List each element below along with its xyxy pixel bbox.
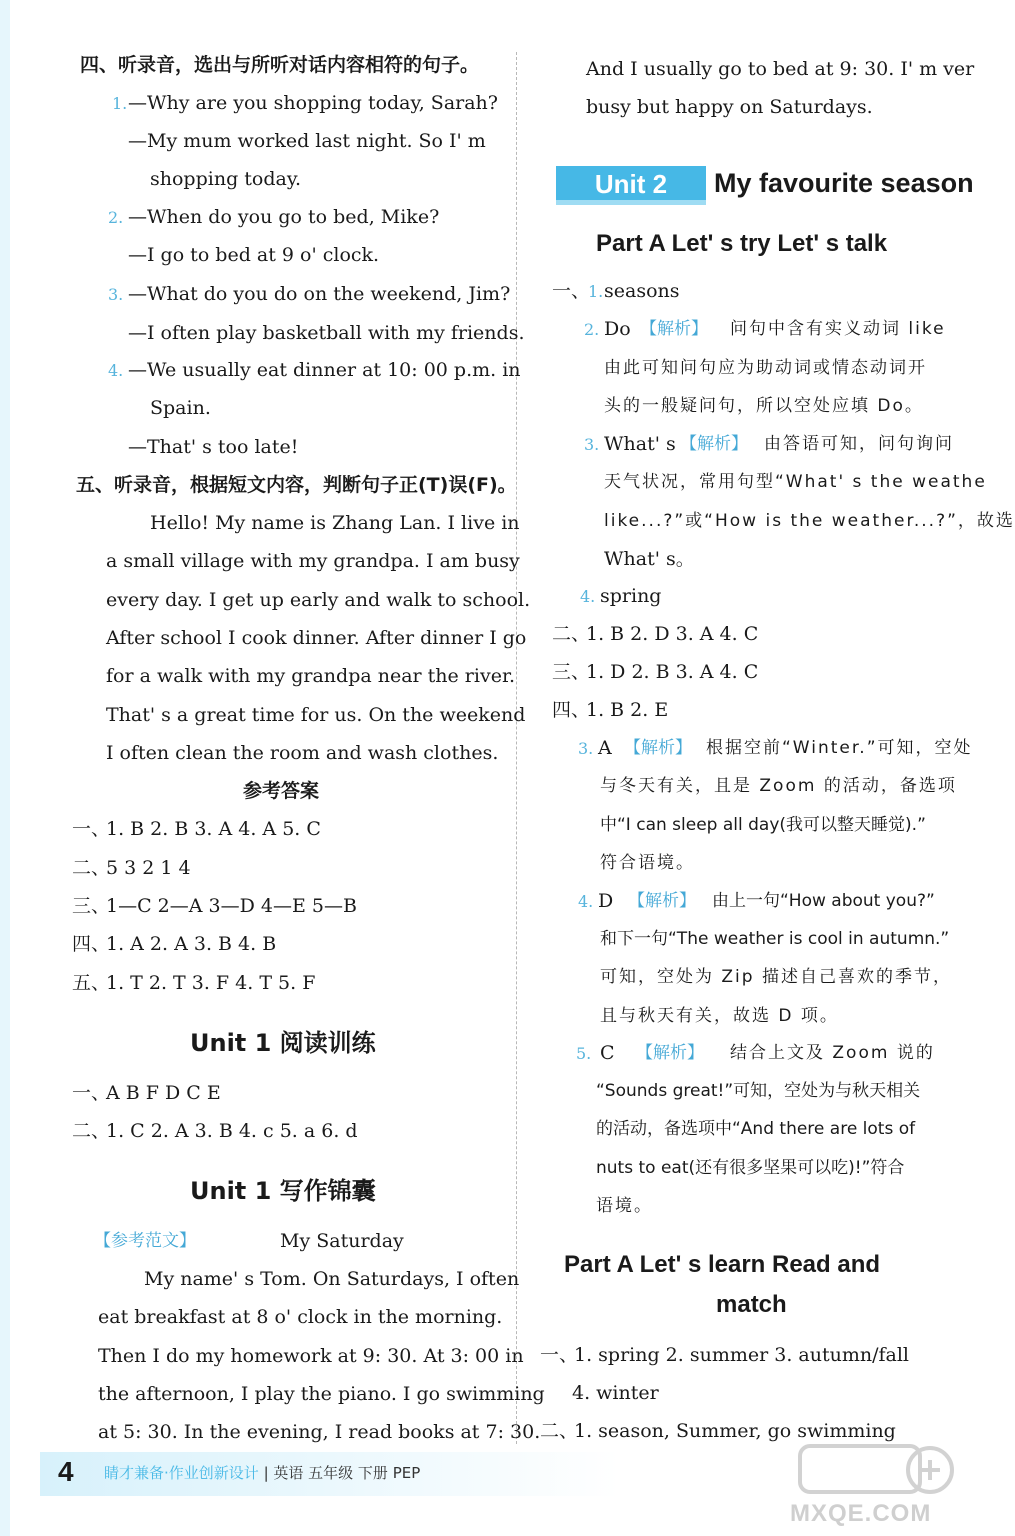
- dialogue-line: —I go to bed at 9 o' clock.: [128, 244, 380, 266]
- answer-text: 1. B 2. D 3. A 4. C: [586, 623, 759, 645]
- dialogue-line: —When do you go to bed, Mike?: [128, 206, 440, 228]
- answer-text: 4. winter: [572, 1382, 659, 1404]
- answer-text: 5 3 2 1 4: [106, 857, 191, 879]
- answer-text: What' s: [604, 433, 676, 455]
- answer-text: 1. A 2. A 3. B 4. B: [106, 933, 277, 955]
- essay-line: eat breakfast at 8 o' clock in the morning.: [98, 1306, 503, 1328]
- answer-label: 四、: [72, 933, 111, 955]
- answer-label: 二、: [72, 1120, 111, 1142]
- essay-title: My Saturday: [280, 1230, 404, 1252]
- analysis-label: 【解析】: [640, 319, 708, 339]
- analysis-text: 可知，空处为 Zip 描述自己喜欢的季节，: [600, 967, 952, 987]
- page-number: 4: [58, 1456, 74, 1487]
- answer-label: 一、: [72, 818, 111, 840]
- unit-badge-strip: [556, 200, 706, 205]
- essay-line: the afternoon, I play the piano. I go swimming: [98, 1383, 545, 1405]
- dialogue-line: —My mum worked last night. So I' m: [128, 130, 486, 152]
- reference-essay-label: 【参考范文】: [94, 1231, 196, 1251]
- essay-line: And I usually go to bed at 9: 30. I' m ver: [586, 58, 975, 80]
- answer-label: 二、: [552, 623, 591, 645]
- essay-line: at 5: 30. In the evening, I read books at 7: 30.: [98, 1421, 541, 1443]
- analysis-text: like...?”或“How is the weather...?”，故选: [604, 511, 1015, 531]
- answer-label: 五、: [72, 972, 111, 994]
- analysis-text: nuts to eat(还有很多坚果可以吃)!”符合: [596, 1158, 905, 1178]
- answer-text: A: [598, 737, 612, 759]
- analysis-label: 【解析】: [636, 1043, 704, 1063]
- answer-text: seasons: [604, 280, 680, 302]
- item-number: 4.: [580, 587, 596, 606]
- answer-label: 三、: [552, 661, 591, 683]
- item-number: 4.: [108, 361, 124, 380]
- analysis-text: 头的一般疑问句，所以空处应填 Do。: [604, 396, 924, 416]
- passage-line: That' s a great time for us. On the weekend: [106, 704, 526, 726]
- footer-brand: 睛才兼备·作业创新设计: [104, 1464, 259, 1482]
- section-5-title: 五、听录音，根据短文内容，判断句子正(T)误(F)。: [76, 474, 517, 496]
- answer-text: D: [598, 890, 614, 912]
- unit-title: My favourite season: [714, 168, 974, 198]
- answer-text: A B F D C E: [106, 1082, 221, 1104]
- answer-text: 1. spring 2. summer 3. autumn/fall: [574, 1344, 910, 1366]
- item-number: 3.: [578, 739, 594, 758]
- watermark-text: MXQE.COM: [790, 1500, 932, 1527]
- answer-label: 一、: [540, 1344, 579, 1366]
- analysis-text: What' s。: [604, 548, 695, 570]
- analysis-label: 【解析】: [624, 738, 692, 758]
- answer-text: 1. B 2. E: [586, 699, 669, 721]
- answer-text: C: [600, 1042, 615, 1064]
- analysis-text: 结合上文及 Zoom 说的: [730, 1043, 935, 1063]
- dialogue-line: —I often play basketball with my friends.: [128, 322, 525, 344]
- analysis-text: 问句中含有实义动词 like: [730, 319, 946, 339]
- answer-label: 四、: [552, 699, 591, 721]
- analysis-label: 【解析】: [680, 434, 748, 454]
- column-divider: [516, 52, 517, 1444]
- analysis-text: 由此可知问句应为助动词或情态动词开: [604, 358, 927, 378]
- item-number: 1.: [588, 282, 604, 301]
- dialogue-line: —That' s too late!: [128, 436, 299, 458]
- item-number: 4.: [578, 892, 594, 911]
- passage-line: After school I cook dinner. After dinner I go: [106, 627, 527, 649]
- answer-key-title: 参考答案: [243, 780, 320, 802]
- answer-text: spring: [600, 585, 662, 607]
- passage-line: I often clean the room and wash clothes.: [106, 742, 499, 764]
- item-number: 2.: [584, 320, 600, 339]
- analysis-text: 根据空前“Winter.”可知，空处: [706, 738, 973, 758]
- item-number: 5.: [576, 1044, 592, 1063]
- analysis-text: 语境。: [596, 1196, 653, 1216]
- answer-label: 一、: [72, 1082, 111, 1104]
- analysis-text: 天气状况，常用句型“What' s the weathe: [604, 472, 987, 492]
- analysis-text: 的活动，备选项中“And there are lots of: [596, 1119, 916, 1139]
- essay-line: Then I do my homework at 9: 30. At 3: 00 in: [98, 1345, 524, 1367]
- unit-badge-label: Unit 2: [594, 169, 668, 199]
- reading-training-title: Unit 1 阅读训练: [190, 1029, 376, 1057]
- essay-line: My name' s Tom. On Saturdays, I often: [144, 1268, 520, 1290]
- analysis-text: 和下一句“The weather is cool in autumn.”: [600, 929, 950, 949]
- footer-info: | 英语 五年级 下册 PEP: [263, 1464, 421, 1482]
- part-title: Part A Let' s try Let' s talk: [596, 230, 888, 257]
- analysis-label: 【解析】: [628, 891, 696, 911]
- answer-label: 三、: [72, 895, 111, 917]
- dialogue-line: —Why are you shopping today, Sarah?: [128, 92, 498, 114]
- part-title: Part A Let' s learn Read and: [564, 1251, 881, 1278]
- answer-text: 1. season, Summer, go swimming: [574, 1420, 896, 1442]
- unit-badge: [556, 166, 706, 202]
- dialogue-line: Spain.: [150, 397, 211, 419]
- part-title-cont: match: [716, 1291, 787, 1318]
- dialogue-line: —We usually eat dinner at 10: 00 p.m. in: [128, 359, 521, 381]
- answer-text: 1. T 2. T 3. F 4. T 5. F: [106, 972, 316, 994]
- page-edge-band: [0, 0, 10, 1536]
- item-number: 1.: [112, 94, 128, 113]
- answer-text: 1—C 2—A 3—D 4—E 5—B: [106, 895, 357, 917]
- analysis-text: 与冬天有关，且是 Zoom 的活动，备选项: [600, 776, 957, 796]
- answer-text: 1. B 2. B 3. A 4. A 5. C: [106, 818, 321, 840]
- dialogue-line: —What do you do on the weekend, Jim?: [128, 283, 511, 305]
- analysis-text: 且与秋天有关，故选 D 项。: [600, 1006, 839, 1026]
- answer-text: 1. D 2. B 3. A 4. C: [586, 661, 759, 683]
- section-4-title: 四、听录音，选出与所听对话内容相符的句子。: [80, 54, 480, 76]
- analysis-text: “Sounds great!”可知，空处为与秋天相关: [596, 1081, 921, 1101]
- answer-label: 二、: [540, 1420, 579, 1442]
- passage-line: a small village with my grandpa. I am busy: [106, 550, 520, 572]
- analysis-text: 由答语可知，问句询问: [764, 434, 954, 454]
- item-number: 2.: [108, 208, 124, 227]
- answer-label: 一、: [552, 280, 591, 302]
- passage-line: every day. I get up early and walk to school.: [106, 589, 531, 611]
- answer-text: 1. C 2. A 3. B 4. c 5. a 6. d: [106, 1120, 358, 1142]
- item-number: 3.: [584, 435, 600, 454]
- answer-label: 二、: [72, 857, 111, 879]
- passage-line: for a walk with my grandpa near the river.: [106, 665, 515, 687]
- analysis-text: 由上一句“How about you?”: [712, 891, 935, 911]
- analysis-text: 中“I can sleep all day(我可以整天睡觉).”: [600, 815, 926, 835]
- item-number: 3.: [108, 285, 124, 304]
- answer-text: Do: [604, 318, 631, 340]
- essay-line: busy but happy on Saturdays.: [586, 96, 873, 118]
- footer-text: [104, 1462, 420, 1483]
- passage-line: Hello! My name is Zhang Lan. I live in: [150, 512, 520, 534]
- analysis-text: 符合语境。: [600, 853, 695, 873]
- dialogue-line: shopping today.: [150, 168, 302, 190]
- writing-tips-title: Unit 1 写作锦囊: [190, 1177, 376, 1205]
